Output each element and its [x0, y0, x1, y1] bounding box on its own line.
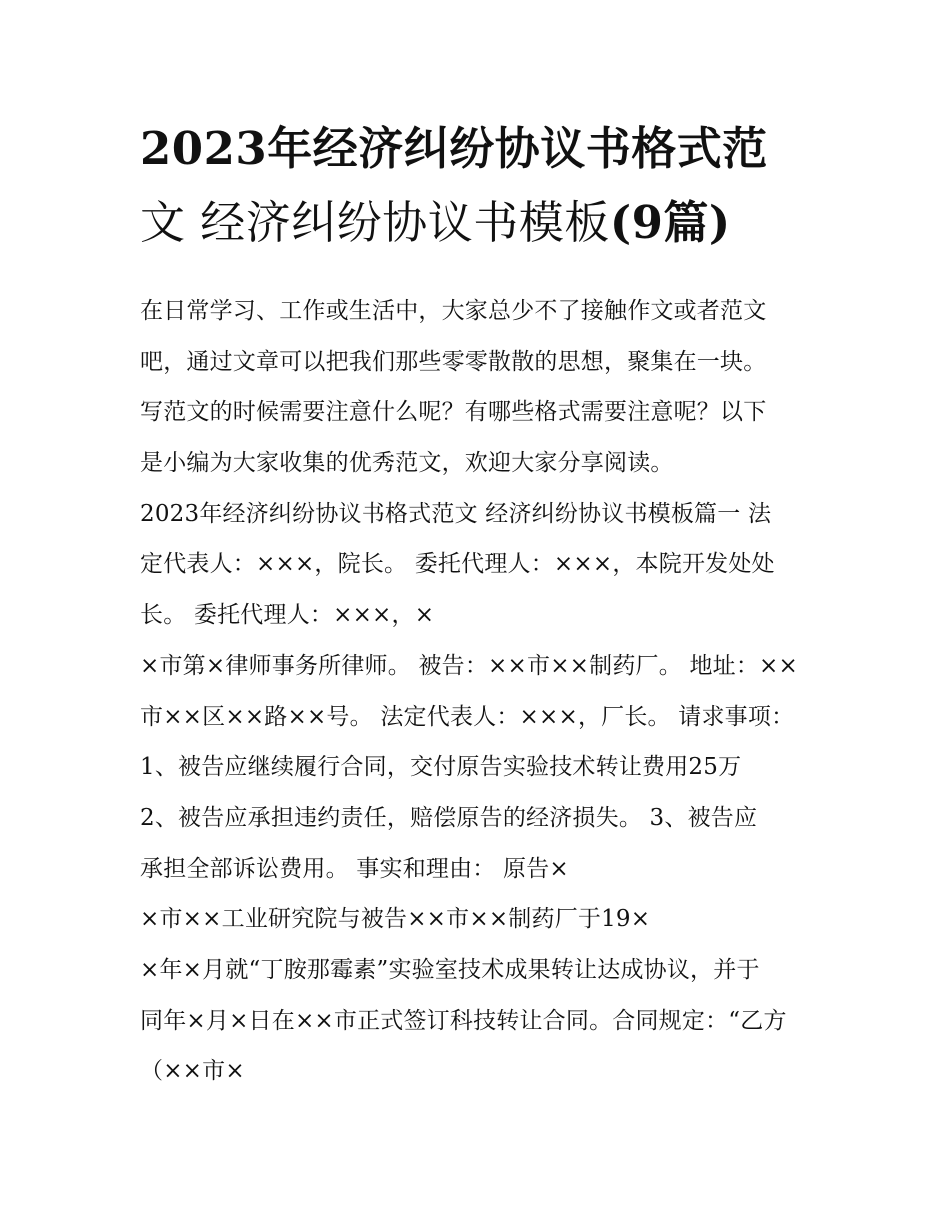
- body-line-4: 是小编为大家收集的优秀范文，欢迎大家分享阅读。: [140, 450, 674, 477]
- body-line-11: 2、被告应承担违约责任，赔偿原告的经济损失。 3、被告应: [140, 804, 758, 831]
- body-line-9: 市××区××路××号。 法定代表人：×××，厂长。 请求事项：: [140, 703, 795, 730]
- body-line-13: ×市××工业研究院与被告××市××制药厂于19×: [140, 906, 651, 933]
- document-page: [140, 112, 820, 1097]
- body-line-5: 2023年经济纠纷协议书格式范文 经济纠纷协议书模板篇一 法: [140, 500, 772, 527]
- title-line-2-count: (9篇): [609, 196, 731, 249]
- title-line-1: 2023年经济纠纷协议书格式范: [140, 122, 768, 175]
- title-line-2: [140, 186, 820, 260]
- body-line-14: ×年×月就“丁胺那霉素”实验室技术成果转让达成协议，并于: [140, 956, 760, 983]
- document-body: [140, 286, 820, 1097]
- body-line-2: 吧，通过文章可以把我们那些零零散散的思想，聚集在一块。: [140, 348, 767, 375]
- body-line-6: 定代表人：×××，院长。 委托代理人：×××，本院开发处处: [140, 551, 775, 578]
- body-line-8: ×市第×律师事务所律师。 被告：××市××制药厂。 地址：××: [140, 652, 798, 679]
- body-line-10: 1、被告应继续履行合同，交付原告实验技术转让费用25万: [140, 754, 742, 781]
- body-line-3: 写范文的时候需要注意什么呢？有哪些格式需要注意呢？以下: [140, 399, 767, 426]
- body-line-15: 同年×月×日在××市正式签订科技转让合同。合同规定：“乙方: [140, 1007, 787, 1034]
- title-line-2-text: 文 经济纠纷协议书模板: [140, 196, 610, 249]
- document-title: [140, 112, 820, 260]
- body-line-7: 长。 委托代理人：×××，×: [140, 602, 435, 629]
- body-line-1: 在日常学习、工作或生活中，大家总少不了接触作文或者范文: [140, 298, 767, 324]
- body-line-12: 承担全部诉讼费用。 事实和理由： 原告×: [140, 855, 569, 882]
- body-line-16: （××市×: [140, 1058, 245, 1085]
